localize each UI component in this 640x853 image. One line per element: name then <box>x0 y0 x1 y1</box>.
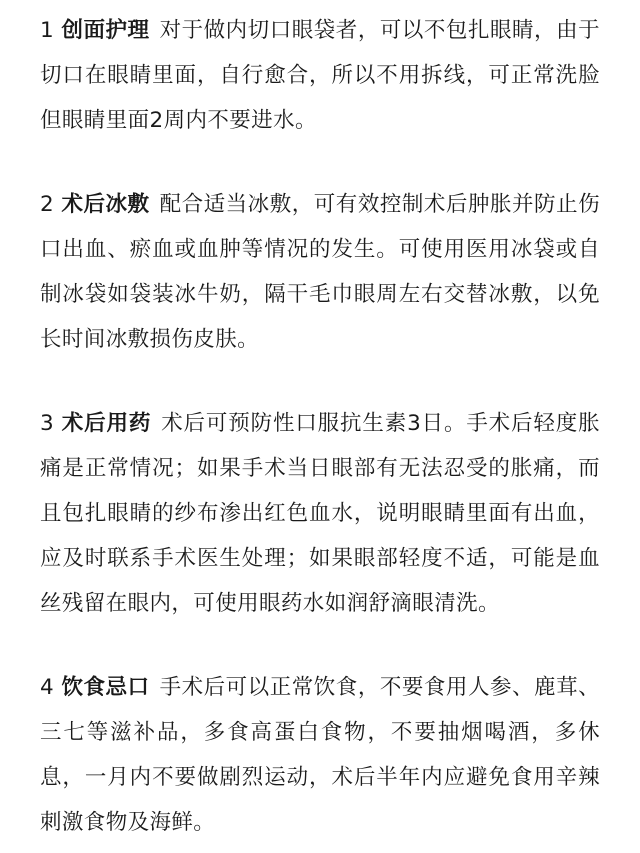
section-text: 配合适当冰敷，可有效控制术后肿胀并防止伤口出血、瘀血或血肿等情况的发生。可使用医用冰袋或自制冰袋如袋装冰牛奶，隔干毛巾眼周左右交替冰敷，以免长时间冰敷损伤皮肤。 <box>40 192 600 352</box>
section-heading: 术后用药 <box>61 411 152 436</box>
section-diet <box>40 665 600 845</box>
section-number: 1 <box>40 18 55 43</box>
section-text: 术后可预防性口服抗生素3日。手术后轻度胀痛是正常情况；如果手术当日眼部有无法忍受的胀痛，而且包扎眼睛的纱布渗出红色血水，说明眼睛里面有出血，应及时联系手术医生处理；如果眼部轻度不适，可能是血丝残留在眼内，可使用眼药水如润舒滴眼清洗。 <box>40 411 600 616</box>
section-number: 3 <box>40 411 55 436</box>
section-medication <box>40 401 600 626</box>
section-text: 对于做内切口眼袋者，可以不包扎眼睛，由于切口在眼睛里面，自行愈合，所以不用拆线，可正常洗脸但眼睛里面2周内不要进水。 <box>40 18 600 133</box>
section-wound-care <box>40 8 600 143</box>
section-heading: 创面护理 <box>61 18 150 43</box>
section-heading: 饮食忌口 <box>61 675 150 700</box>
section-number: 2 <box>40 192 55 217</box>
section-text: 手术后可以正常饮食，不要食用人参、鹿茸、三七等滋补品，多食高蛋白食物，不要抽烟喝酒，多休息，一月内不要做剧烈运动，术后半年内应避免食用辛辣刺激食物及海鲜。 <box>40 675 600 835</box>
section-ice-compress <box>40 182 600 362</box>
section-heading: 术后冰敷 <box>61 192 150 217</box>
section-number: 4 <box>40 675 55 700</box>
